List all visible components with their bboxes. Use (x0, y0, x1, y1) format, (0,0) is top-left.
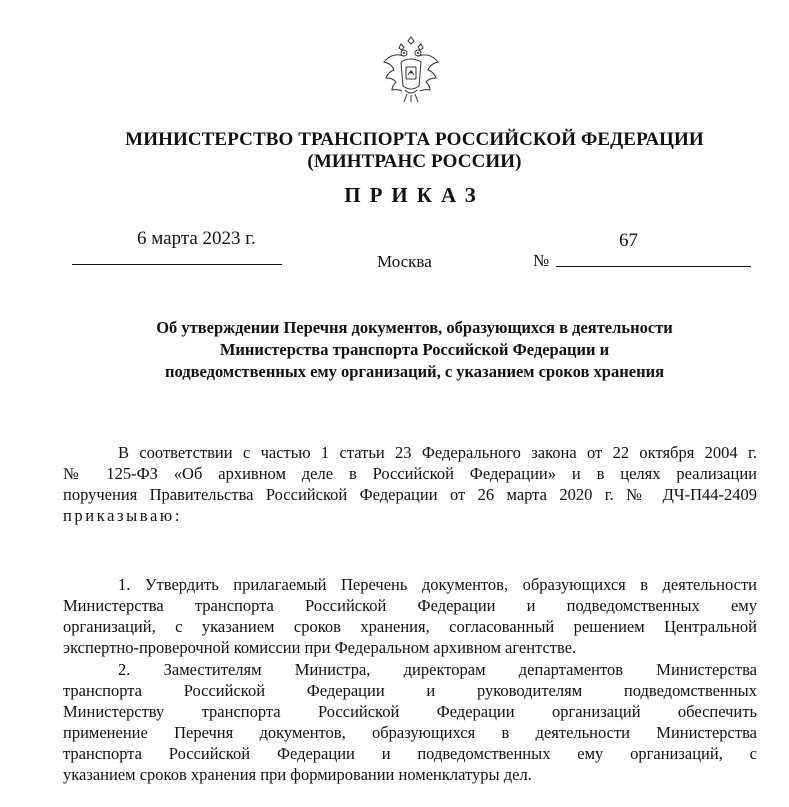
paragraph-line: поручения Правительства Российской Федерации от 26 марта 2020 г. № ДЧ-П44-2409 (63, 485, 757, 504)
order-word: приказываю: (63, 506, 183, 525)
date-underline (72, 264, 282, 265)
number-sign: № (533, 251, 550, 270)
subject-line: Об утверждении Перечня документов, образующихся в деятельности (156, 318, 673, 337)
subject-line: подведомственных ему организаций, с указанием сроков хранения (164, 362, 665, 381)
order-city: Москва (377, 252, 432, 271)
order-subject (40, 317, 789, 383)
paragraph-line: Министерству транспорта Российской Федерации организаций обеспечить (63, 702, 757, 721)
russian-coat-of-arms-icon (379, 34, 443, 106)
paragraph-line: экспертно-проверочной комиссии при Федеральном архивном агентстве. (63, 638, 577, 657)
order-title: ПРИКАЗ (344, 183, 485, 207)
preamble-paragraph (63, 442, 757, 526)
paragraph-line: указанием сроков хранения при формировании номенклатуры дел. (63, 765, 532, 784)
order-date: 6 марта 2023 г. (137, 228, 256, 249)
paragraph-line: 1. Утвердить прилагаемый Перечень документов, образующихся в деятельности (118, 575, 757, 594)
paragraph-line: применение Перечня документов, образующихся в деятельности Министерства (63, 723, 757, 742)
item-2-paragraph (63, 659, 757, 785)
paragraph-line: В соответствии с частью 1 статьи 23 Федерального закона от 22 октября 2004 г. (118, 443, 757, 462)
item-1-paragraph (63, 574, 757, 658)
paragraph-line: № 125-ФЗ «Об архивном деле в Российской Федерации» и в целях реализации (63, 464, 757, 483)
paragraph-line: организаций, с указанием сроков хранения, согласованный решением Центральной (63, 617, 757, 636)
paragraph-line: транспорта Российской Федерации и подведомственных ему организаций, с (63, 744, 757, 763)
ministry-short-name: (МИНТРАНС РОССИИ) (307, 151, 522, 172)
number-underline (556, 266, 751, 267)
paragraph-line: Министерства транспорта Российской Федерации и подведомственных ему (63, 596, 757, 615)
paragraph-line: 2. Заместителям Министра, директорам департаментов Министерства (118, 660, 757, 679)
subject-line: Министерства транспорта Российской Федерации и (219, 340, 610, 359)
paragraph-line: транспорта Российской Федерации и руководителям подведомственных (63, 681, 757, 700)
order-number: 67 (619, 230, 638, 251)
ministry-name: МИНИСТЕРСТВО ТРАНСПОРТА РОССИЙСКОЙ ФЕДЕРАЦИИ (125, 129, 704, 150)
